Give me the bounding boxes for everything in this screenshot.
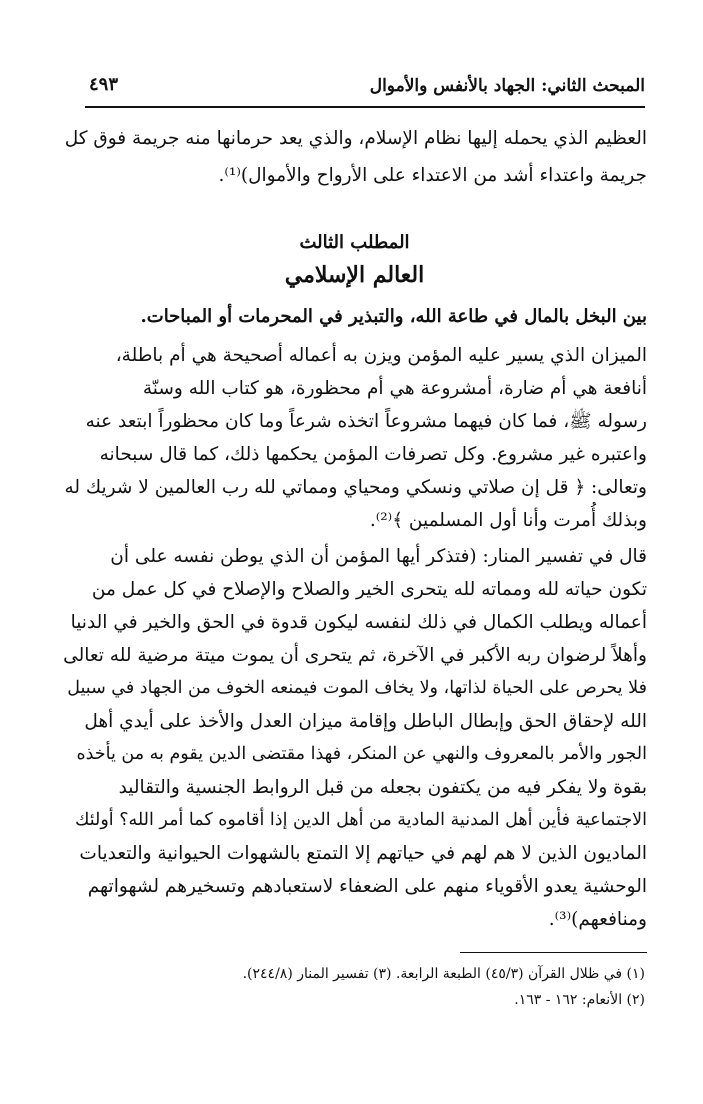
section-title: العالم الإسلامي: [284, 262, 425, 288]
text-line: تكون حياته لله ومماته لله يتحرى الخير والصلاح والإصلاح في كل عمل من: [91, 579, 647, 600]
page-header: [85, 72, 645, 108]
text-line: جريمة واعتداء أشد من الاعتداء على الأرواح والأموال)⁽¹⁾.: [218, 165, 647, 186]
text-line: أنافعة هي أم ضارة، أمشروعة هي أم محظورة، هو كتاب الله وسنّة: [142, 378, 647, 399]
text-line: الوحشية يعدو الأقوياء منهم على الضعفاء لاستعبادهم وتسخيرهم لشهواتهم: [87, 876, 647, 897]
text-line: الجور والأمر بالمعروف والنهي عن المنكر، فهذا مقتضى الدين يقوم به من يأخذه: [76, 744, 647, 764]
text-line: الميزان الذي يسير عليه المؤمن ويزن به أعماله أصحيحة هي أم باطلة،: [115, 345, 647, 366]
page-number: ٤٩٣: [89, 74, 119, 95]
section-heading: المطلب الثالث: [299, 232, 410, 253]
quran-quote-line: وتعالى: ﴿ قل إن صلاتي ونسكي ومحياي ومماتي لله رب العالمين لا شريك له: [64, 477, 647, 498]
text-line: قال في تفسير المنار: (فتذكر أيها المؤمن أن الذي يوطن نفسه على أن: [110, 546, 647, 567]
text-line: وأهلاً لرضوان ربه الأكبر في الآخرة، ثم يتحرى أن يموت ميتة مرضية لله تعالى: [63, 645, 647, 666]
footnote-divider: [460, 952, 647, 953]
footnote: (١) في ظلال القرآن (٤٥/٣) الطبعة الرابعة. (٣) تفسير المنار (٢٤٤/٨).: [242, 966, 645, 982]
text-line: الله لإحقاق الحق وإبطال الباطل وإقامة ميزان العدل والأخذ على أيدي أهل: [84, 711, 647, 732]
header-title: المبحث الثاني: الجهاد بالأنفس والأموال: [369, 76, 645, 96]
text-line: الاجتماعية فأين أهل المدنية المادية من أهل الدين إذا أقاموه كما أمر الله؟ أولئك: [74, 810, 647, 830]
text-line: بقوة ولا يفكر فيه من يكتفون بجعله من قبل الروابط الجنسية والتقاليد: [118, 777, 647, 798]
text-line: رسوله ﷺ، فما كان فيهما مشروعاً اتخذه شرعاً وما كان محظوراً ابتعد عنه: [85, 411, 647, 432]
text-line: العظيم الذي يحمله إليها نظام الإسلام، والذي يعد حرمانها منه جريمة فوق كل: [64, 128, 647, 149]
quran-quote-line: وبذلك أُمرت وأنا أول المسلمين ﴾⁽²⁾.: [369, 510, 647, 531]
section-subtitle: بين البخل بالمال في طاعة الله، والتبذير في المحرمات أو المباحات.: [140, 306, 647, 327]
text-line: أعماله ويطلب الكمال في ذلك لنفسه ليكون قدوة في الحق والخير في الدنيا: [70, 612, 647, 633]
text-line: فلا يحرص على الحياة لذاتها، ولا يخاف الموت فيمنعه الخوف من الجهاد في سبيل: [67, 678, 647, 698]
text-line: الماديون الذين لا هم لهم في حياتهم إلا التمتع بالشهوات الحيوانية والتعديات: [79, 843, 647, 864]
text-line: ومنافعهم)⁽³⁾.: [548, 909, 647, 930]
text-line: واعتبره غير مشروع. وكل تصرفات المؤمن يحكمها ذلك، كما قال سبحانه: [99, 444, 647, 465]
footnote: (٢) الأنعام: ١٦٢ - ١٦٣.: [514, 992, 645, 1008]
